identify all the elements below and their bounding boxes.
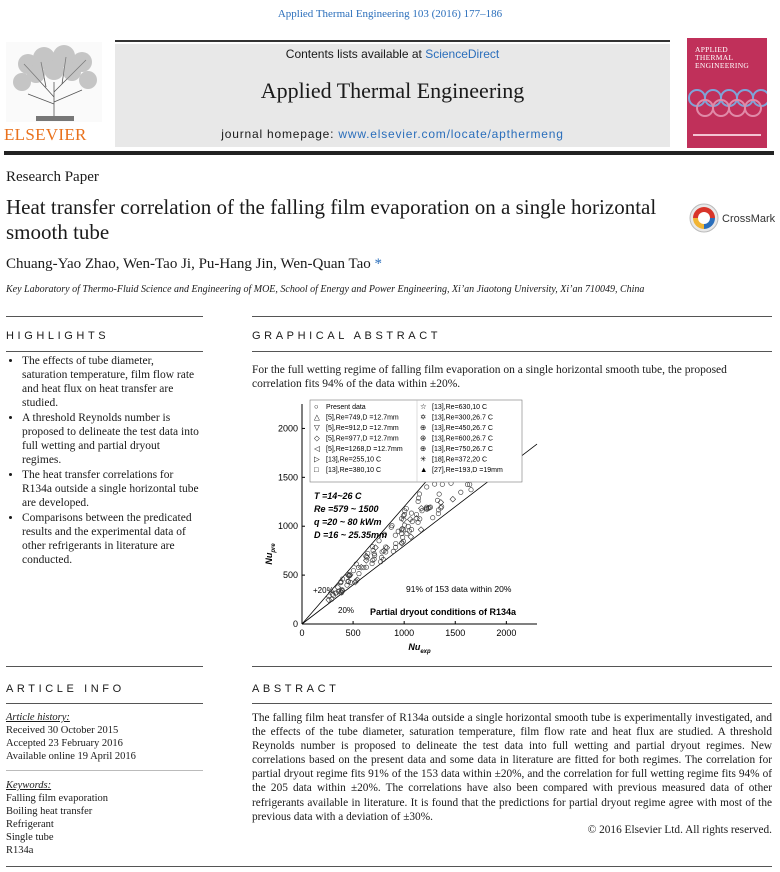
legend-marker: ▷ — [314, 454, 320, 464]
legend-marker: ▲ — [420, 465, 428, 474]
corresponding-author-mark[interactable]: * — [374, 256, 382, 272]
article-type: Research Paper — [6, 169, 99, 185]
rule-above-article-info — [6, 666, 203, 667]
data-point — [393, 533, 397, 537]
legend-marker: ✡ — [420, 412, 427, 422]
rule-above-highlights — [6, 316, 203, 317]
legend-label: [5],Re=977,D =12.7mm — [326, 435, 399, 443]
annotation-minus20: 20% — [338, 606, 355, 615]
affiliation: Key Laboratory of Thermo-Fluid Science and Engineering of MOE, School of Energy and Power Engineering, Xi’an Jiaotong University, Xi’an 710049, China — [6, 284, 645, 295]
legend-label: [5],Re=1268,D =12.7mm — [326, 446, 403, 453]
y-tick-label: 1500 — [277, 472, 298, 483]
legend-label: [13],Re=750,26.7 C — [432, 446, 493, 453]
data-point — [450, 496, 456, 502]
copyright: © 2016 Elsevier Ltd. All rights reserved. — [587, 824, 772, 836]
article-info-heading: ARTICLE INFO — [6, 683, 125, 695]
data-point — [417, 492, 421, 496]
highlight-item: • Comparisons between the predicated results and the experimental data of other refrigerants in literature are conducted. — [22, 511, 202, 567]
received-date: Received 30 October 2015 — [6, 725, 119, 736]
contents-prefix: Contents lists available at — [285, 47, 426, 61]
legend-label: [5],Re=912,D =12.7mm — [326, 425, 399, 432]
legend-marker: ⊕ — [420, 423, 427, 432]
y-tick-label: 500 — [282, 570, 298, 581]
legend-label: [13],Re=600,26.7 C — [432, 435, 493, 443]
data-point — [378, 560, 382, 564]
y-tick-label: 1000 — [277, 521, 298, 532]
highlights-list — [6, 354, 202, 568]
legend-label: [5],Re=749,D =12.7mm — [326, 414, 399, 422]
article-history — [6, 711, 202, 763]
contents-line — [115, 47, 670, 61]
homepage-prefix: journal homepage: — [221, 127, 339, 141]
crossmark-label[interactable]: CrossMark — [722, 213, 776, 225]
online-date: Available online 19 April 2016 — [6, 751, 136, 762]
data-point — [431, 516, 435, 520]
rule-between-history-keywords — [6, 770, 203, 771]
legend-marker: ▽ — [314, 423, 320, 432]
x-tick-label: 500 — [345, 628, 361, 638]
rule-below-article-info-heading — [6, 703, 203, 704]
data-point — [469, 488, 473, 492]
y-axis-label: $Nu_{pre}$ — [264, 543, 277, 565]
x-tick-label: 2000 — [496, 628, 517, 638]
data-point — [364, 565, 368, 569]
journal-title: Applied Thermal Engineering — [260, 78, 525, 103]
article-title: Heat transfer correlation of the falling film evaporation on a single horizontal smooth tube — [6, 195, 657, 244]
legend-label: [27],Re=193,D =19mm — [432, 467, 503, 474]
graphical-abstract-text: For the full wetting regime of falling film evaporation on a single horizontal smooth tube, the proposed correlation fits 94% of the data within ±20%. — [252, 364, 727, 390]
highlight-item: • The effects of tube diameter, saturation temperature, film flow rate and heat flux on heat transfer are studied. — [22, 354, 202, 410]
data-point — [357, 571, 361, 575]
condition-label: q =20 ~ 80 kWm — [314, 517, 382, 527]
legend-label: [13],Re=630,10 C — [432, 404, 488, 411]
legend-marker: □ — [314, 465, 319, 474]
condition-label: D =16 ~ 25.35mm — [314, 530, 388, 540]
keyword-item: Single tube — [6, 832, 54, 843]
annotation-plus20: +20% — [313, 586, 334, 595]
accepted-date: Accepted 23 February 2016 — [6, 738, 123, 749]
legend-marker: ◇ — [314, 433, 320, 443]
legend-label: [13],Re=380,10 C — [326, 467, 382, 474]
rule-above-graphical — [252, 316, 772, 317]
x-tick-label: 0 — [299, 628, 305, 638]
keyword-item: Falling film evaporation — [6, 793, 109, 804]
legend-marker: △ — [314, 412, 320, 422]
x-tick-label: 1000 — [394, 628, 415, 638]
keyword-item: Boiling heat transfer — [6, 806, 93, 817]
data-point — [363, 558, 369, 564]
condition-label: Re =579 ~ 1500 — [314, 504, 379, 514]
publisher-wordmark: ELSEVIER — [4, 125, 87, 144]
graphical-abstract-chart — [252, 396, 552, 658]
data-point — [437, 492, 441, 496]
legend-marker: ⊕ — [420, 433, 427, 443]
banner-top-rule — [115, 40, 670, 42]
data-point — [439, 505, 443, 509]
data-point — [416, 496, 420, 500]
data-point — [351, 569, 355, 573]
graphical-abstract-heading: GRAPHICAL ABSTRACT — [252, 330, 442, 342]
cover-title: APPLIED THERMAL ENGINEERING — [695, 45, 750, 70]
data-point — [440, 482, 444, 486]
legend-marker: ○ — [314, 402, 319, 411]
rule-below-graphical-heading — [252, 351, 772, 352]
data-point — [419, 505, 425, 511]
highlight-item: • The heat transfer correlations for R134a outside a single horizontal tube are developed. — [22, 468, 202, 510]
legend-marker: ⊕ — [420, 444, 427, 453]
crossmark-icon[interactable] — [689, 203, 719, 233]
rule-above-abstract — [252, 666, 772, 667]
y-tick-label: 0 — [292, 619, 298, 629]
data-point — [432, 482, 436, 486]
rule-below-highlights-heading — [6, 351, 203, 352]
data-point — [405, 531, 409, 535]
annotation-regime: Partial dryout conditions of R134a — [370, 607, 517, 617]
data-point — [373, 545, 379, 551]
data-point — [459, 490, 463, 494]
abstract-heading: ABSTRACT — [252, 683, 340, 695]
legend-label: Present data — [326, 404, 366, 411]
sciencedirect-link[interactable]: ScienceDirect — [425, 47, 500, 61]
data-point — [389, 525, 393, 529]
legend-label: [13],Re=450,26.7 C — [432, 425, 493, 432]
legend-label: [13],Re=300,26.7 C — [432, 414, 493, 422]
highlight-item: • A threshold Reynolds number is proposed to delineate the test data into full wetting and partial dryout regimes. — [22, 411, 202, 467]
history-label: Article history: — [6, 712, 70, 723]
x-axis-label: $Nu_{exp}$ — [408, 642, 431, 655]
data-point — [425, 485, 429, 489]
journal-cover-image[interactable] — [687, 38, 767, 148]
keyword-item: Refrigerant — [6, 819, 54, 830]
rule-below-abstract-heading — [252, 703, 772, 704]
highlights-heading: HIGHLIGHTS — [6, 330, 110, 342]
bottom-rule — [6, 866, 772, 867]
data-point — [409, 511, 413, 515]
legend-marker: ✳ — [420, 454, 427, 464]
legend-label: [13],Re=255,10 C — [326, 456, 382, 464]
keywords — [6, 779, 202, 857]
data-point — [391, 549, 395, 553]
annotation-fit: 91% of 153 data within 20% — [406, 584, 512, 594]
legend-marker: ◁ — [314, 444, 320, 453]
condition-label: T =14~26 C — [314, 491, 362, 501]
y-tick-label: 2000 — [277, 423, 298, 434]
data-point — [435, 498, 439, 502]
data-point — [416, 520, 420, 524]
header-rule — [4, 151, 774, 155]
x-tick-label: 1500 — [445, 628, 466, 638]
journal-homepage-line — [115, 127, 670, 141]
homepage-link[interactable]: www.elsevier.com/locate/apthermeng — [338, 127, 564, 141]
legend-marker: ☆ — [420, 402, 427, 411]
legend-label: [18],Re=372,20 C — [432, 456, 488, 464]
cover-pattern — [687, 78, 767, 128]
author-list — [6, 256, 382, 273]
authors-text: Chuang-Yao Zhao, Wen-Tao Ji, Pu-Hang Jin, Wen-Quan Tao — [6, 256, 371, 272]
abstract-text: The falling film heat transfer of R134a outside a single horizontal smooth tube is experimentally investigated, and the effects of the tube diameter, saturation temperature, film flow rate and heat flux are studied. A threshold Reynolds number is proposed to delineate the test data into full wetting and partial dryout regimes. New correlations based on the present data and some data in literature are fitted for both regimes. The correlation for partial dryout regime fits 91% of the 153 data within ±20%, and the correlation for full wetting regime fits 94% of the 205 data within ±20%. The correlations have also been compared with previous measured data of other refrigerants available in literature. It is found that the predictions for partial dryout regime agree with most of the previous data with a deviation of ±30%. — [252, 712, 772, 823]
keywords-label: Keywords: — [6, 780, 52, 791]
journal-reference[interactable]: Applied Thermal Engineering 103 (2016) 177–186 — [277, 8, 503, 20]
keyword-item: R134a — [6, 845, 34, 856]
